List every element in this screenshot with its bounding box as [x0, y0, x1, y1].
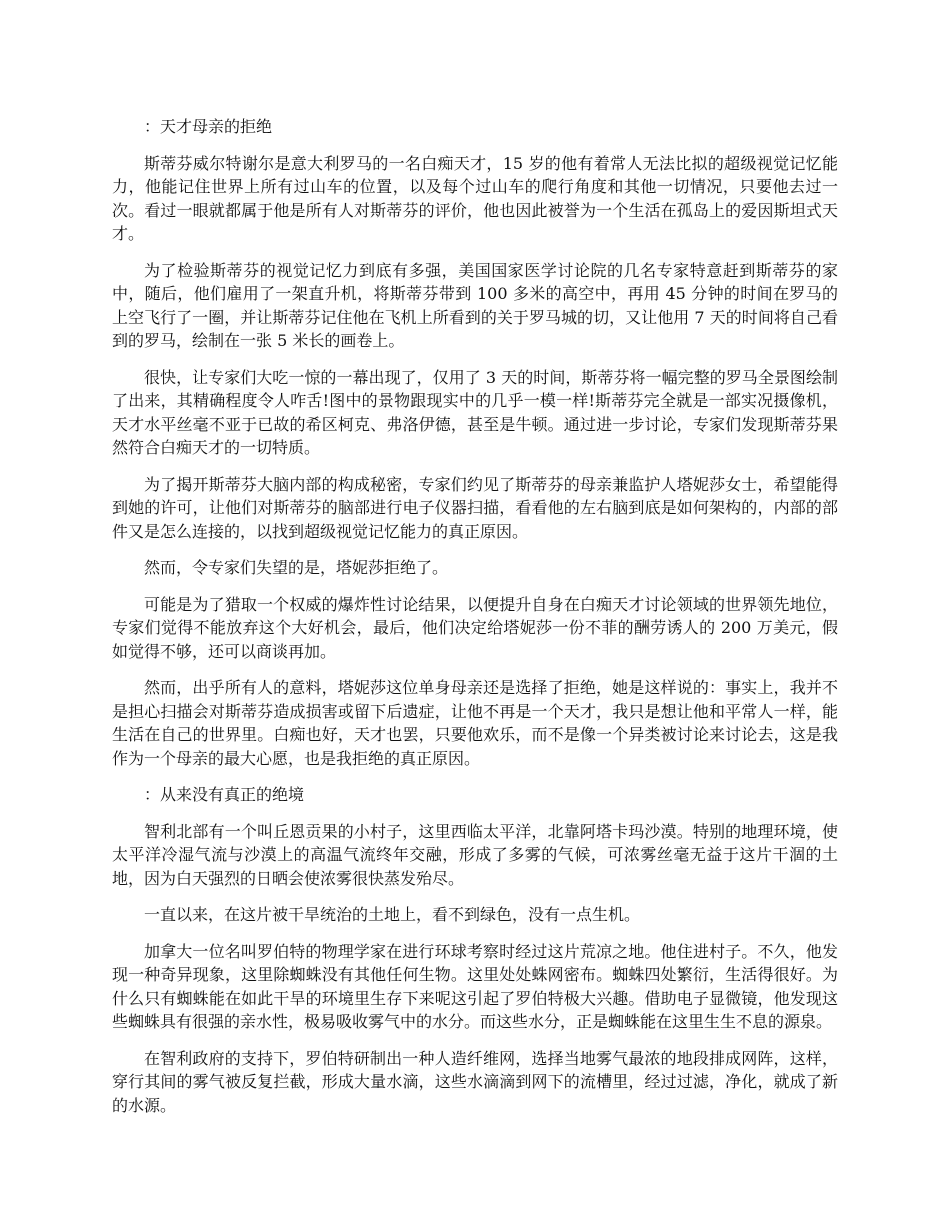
paragraph: 加拿大一位名叫罗伯特的物理学家在进行环球考察时经过这片荒凉之地。他住进村子。不久，他发现一种奇异现象，这里除蜘蛛没有其他任何生物。这里处处蛛网密布。蜘蛛四处繁衍，生活得很好。为什么只有蜘蛛能在如此干旱的环境里生存下来呢这引起了罗伯特极大兴趣。借助电子显微镜，他发现这些蜘蛛具有很强的亲水性，极易吸收雾气中的水分。而这些水分，正是蜘蛛能在这里生生不息的源泉。	[112, 941, 838, 1031]
section-heading-genius-mother: ：天才母亲的拒绝	[144, 117, 273, 136]
document-page	[112, 115, 838, 1130]
paragraph: 在智利政府的支持下，罗伯特研制出一种人造纤维网，选择当地雾气最浓的地段排成网阵，这样，穿行其间的雾气被反复拦截，形成大量水滴，这些水滴滴到网下的流槽里，经过过滤，净化，就成了新的水源。	[112, 1048, 838, 1115]
paragraph: 为了揭开斯蒂芬大脑内部的构成秘密，专家们约见了斯蒂芬的母亲兼监护人塔妮莎女士，希望能得到她的许可，让他们对斯蒂芬的脑部进行电子仪器扫描，看看他的左右脑到底是如何架构的，内部的部件又是怎么连接的，以找到超级视觉记忆能力的真正原因。	[112, 474, 838, 541]
paragraph: 斯蒂芬威尔特谢尔是意大利罗马的一名白痴天才，15 岁的他有着常人无法比拟的超级视觉记忆能力，他能记住世界上所有过山车的位置，以及每个过山车的爬行角度和其他一切情况，只要他去过一次。看过一眼就都属于他是所有人对斯蒂芬的评价，他也因此被誉为一个生活在孤岛上的爱因斯坦式天才。	[112, 153, 838, 243]
paragraph: 然而，令专家们失望的是，塔妮莎拒绝了。	[144, 558, 449, 577]
paragraph: 然而，出乎所有人的意料，塔妮莎这位单身母亲还是选择了拒绝，她是这样说的：事实上，我并不是担心扫描会对斯蒂芬造成损害或留下后遗症，让他不再是一个天才，我只是想让他和平常人一样，能生活在自己的世界里。白痴也好，天才也罢，只要他欢乐，而不是像一个异类被讨论来讨论去，这是我作为一个母亲的最大心愿，也是我拒绝的真正原因。	[112, 678, 838, 768]
paragraph: 一直以来，在这片被干旱统治的土地上，看不到绿色，没有一点生机。	[144, 905, 641, 924]
paragraph: 为了检验斯蒂芬的视觉记忆力到底有多强，美国国家医学讨论院的几名专家特意赶到斯蒂芬的家中，随后，他们雇用了一架直升机，将斯蒂芬带到 100 多米的高空中，再用 45 分钟的时间在罗马的上空飞行了一圈，并让斯蒂芬记住他在飞机上所看到的关于罗马城的切，又让他用 7 天的时间将自己看到的罗马，绘制在一张 5 米长的画卷上。	[112, 260, 838, 350]
paragraph: 可能是为了猎取一个权威的爆炸性讨论结果，以便提升自身在白痴天才讨论领域的世界领先地位，专家们觉得不能放弃这个大好机会，最后，他们决定给塔妮莎一份不菲的酬劳诱人的 200 万美元，假如觉得不够，还可以商谈再加。	[112, 594, 838, 661]
paragraph: 很快，让专家们大吃一惊的一幕出现了，仅用了 3 天的时间，斯蒂芬将一幅完整的罗马全景图绘制了出来，其精确程度令人咋舌!图中的景物跟现实中的几乎一模一样!斯蒂芬完全就是一部实况摄像机，天才水平丝毫不亚于已故的希区柯克、弗洛伊德，甚至是牛顿。通过进一步讨论，专家们发现斯蒂芬果然符合白痴天才的一切特质。	[112, 367, 838, 457]
paragraph: 智利北部有一个叫丘恩贡果的小村子，这里西临太平洋，北靠阿塔卡玛沙漠。特别的地理环境，使太平洋冷湿气流与沙漠上的高温气流终年交融，形成了多雾的气候，可浓雾丝毫无益于这片干涸的土地，因为白天强烈的日晒会使浓雾很快蒸发殆尽。	[112, 821, 838, 888]
section-heading-no-dead-end: ：从来没有真正的绝境	[144, 785, 305, 804]
